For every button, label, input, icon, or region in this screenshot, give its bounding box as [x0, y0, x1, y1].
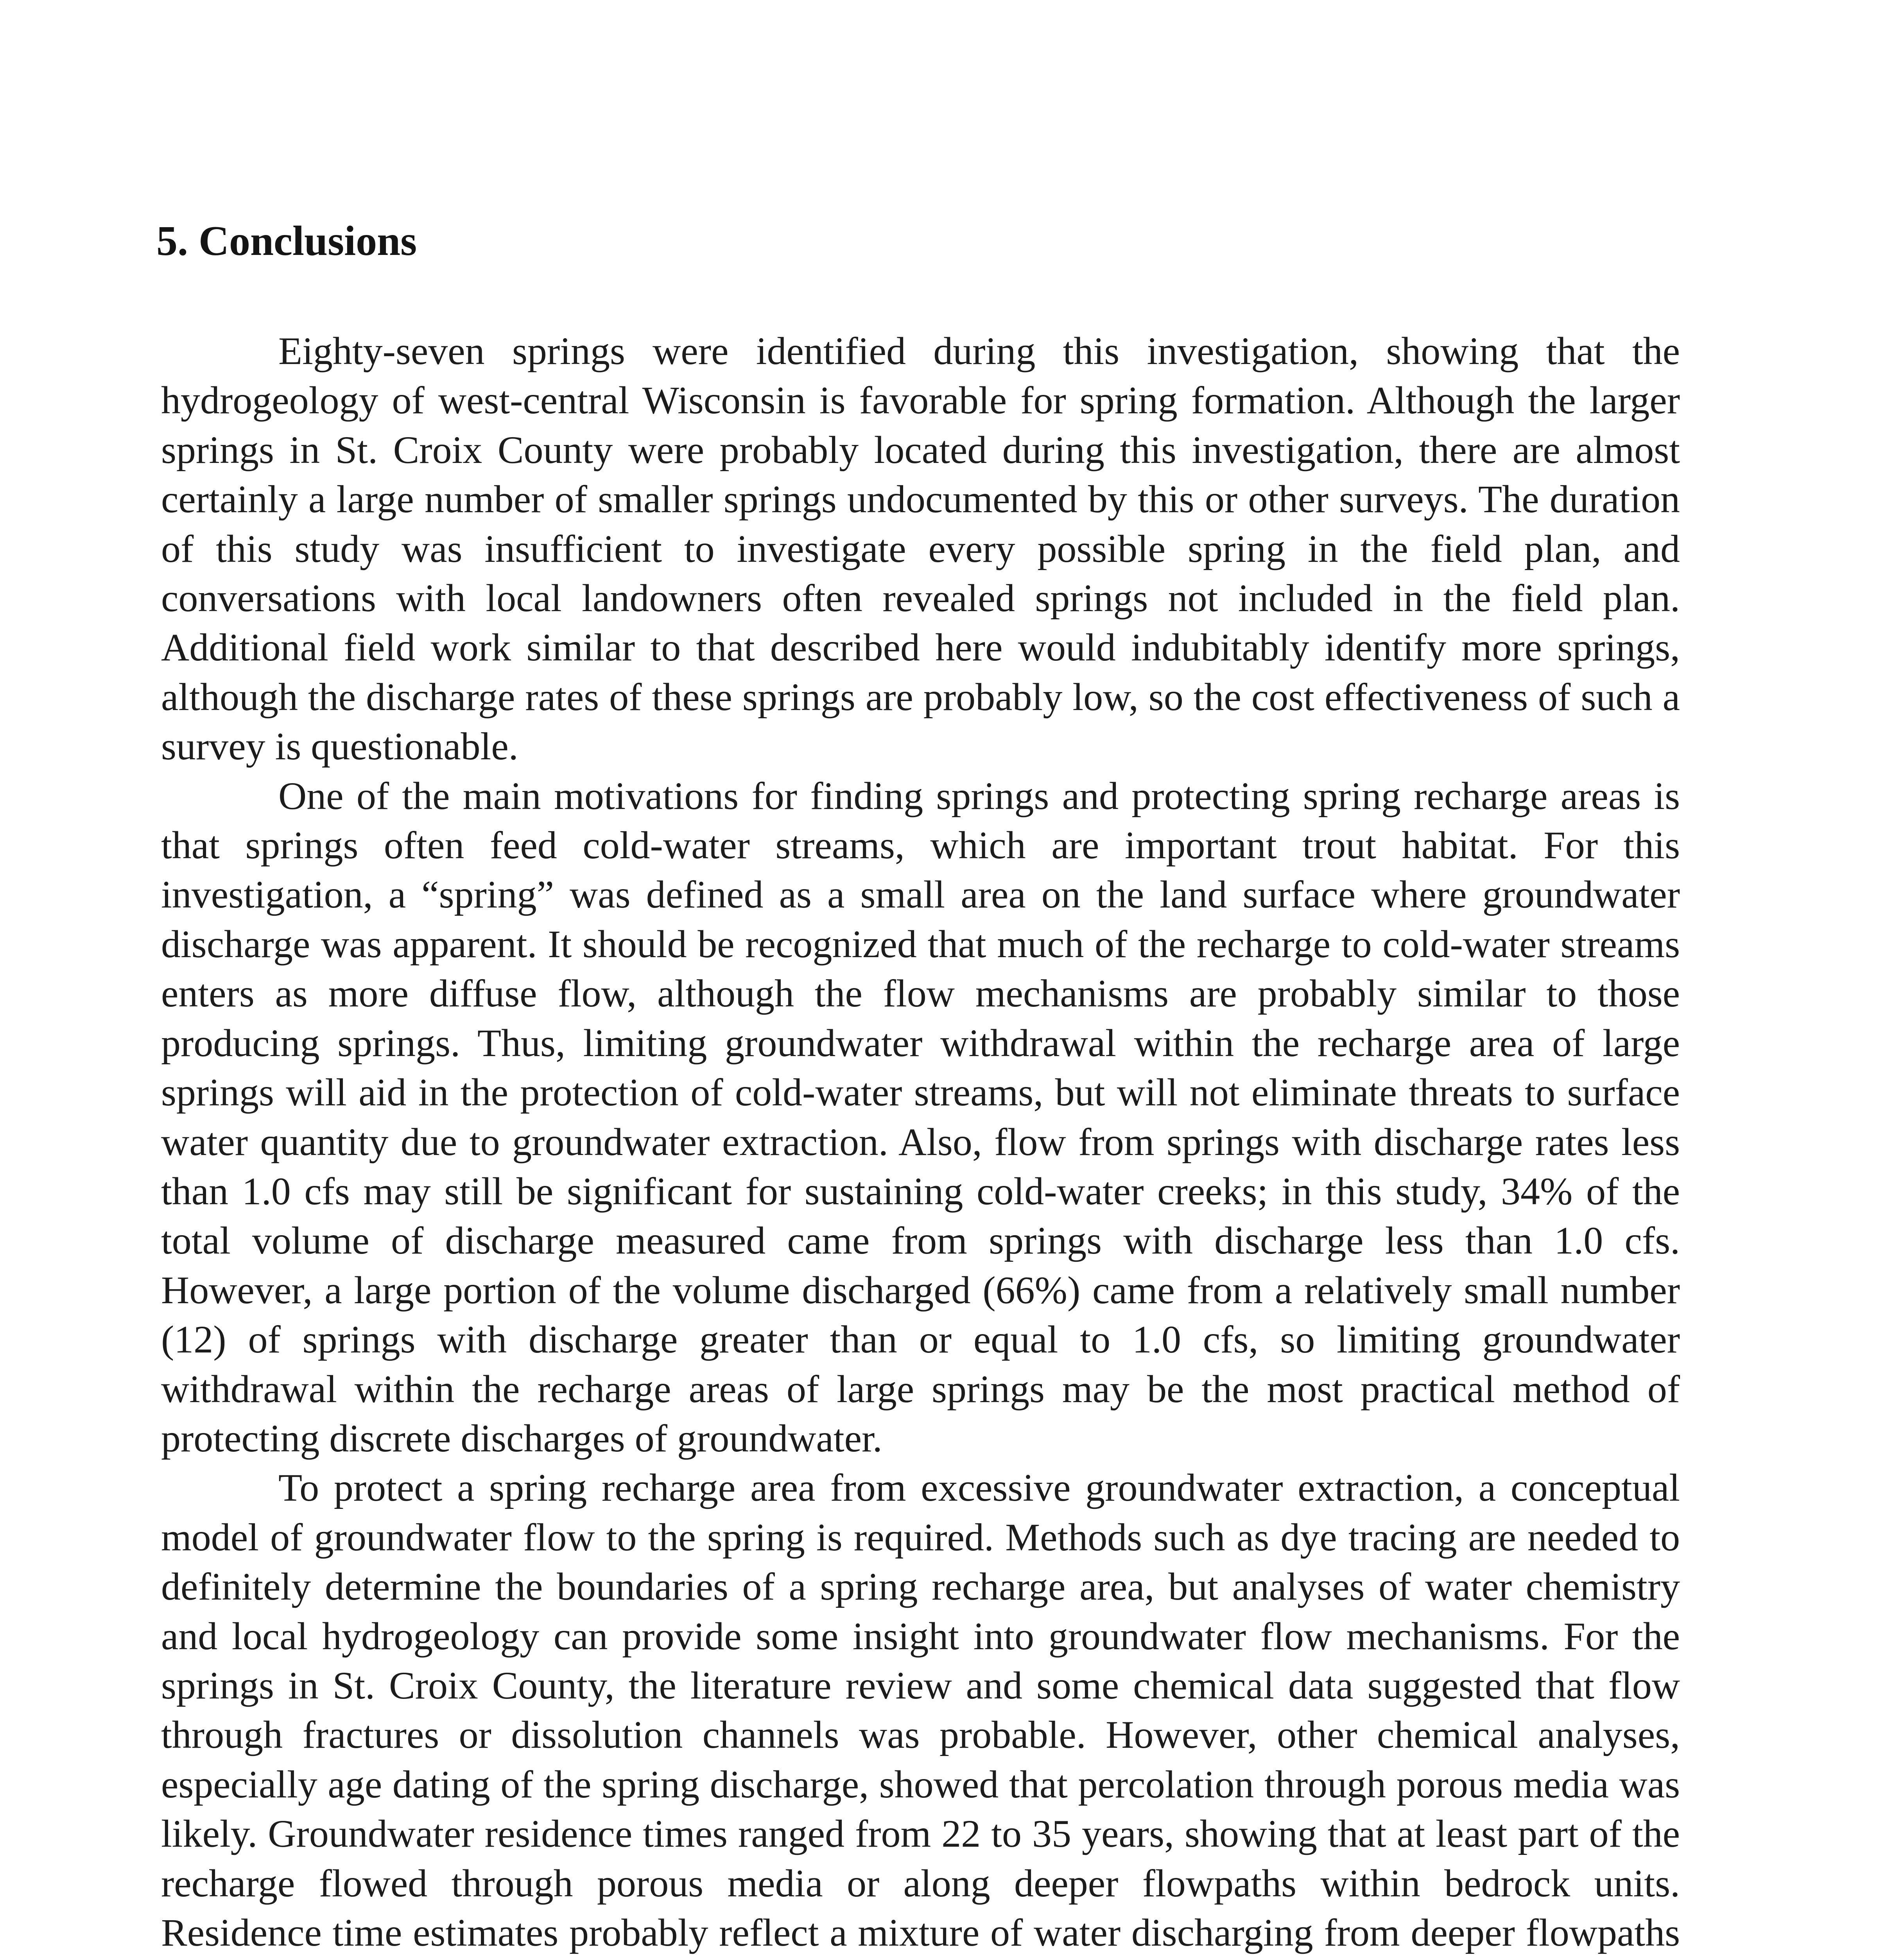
body-text — [161, 326, 1680, 1955]
paragraph-cold-water-streams: One of the main motivations for finding springs and protecting spring recharge areas is that springs often feed cold-water streams, which are important trout habitat. For this investigation, a “spring” was defined as a small area on the land surface where groundwater discharge was apparent. It should be recognized that much of the recharge to cold-water streams enters as more diffuse flow, although the flow mechanisms are probably similar to those producing springs. Thus, limiting groundwater withdrawal within the recharge area of large springs will aid in the protection of cold-water streams, but will not eliminate threats to surface water quantity due to groundwater extraction. Also, flow from springs with discharge rates less than 1.0 cfs may still be significant for sustaining cold-water creeks; in this study, 34% of the total volume of discharge measured came from springs with discharge less than 1.0 cfs. However, a large portion of the volume discharged (66%) came from a relatively small number (12) of springs with discharge greater than or equal to 1.0 cfs, so limiting groundwater withdrawal within the recharge areas of large springs may be the most practical method of protecting discrete discharges of groundwater. — [161, 774, 1680, 1460]
section-heading: 5. Conclusions — [156, 218, 417, 264]
paragraph-spring-survey: Eighty-seven springs were identified during this investigation, showing that the hydrogeology of west-central Wisconsin is favorable for spring formation. Although the larger springs in St. Croix County were probably located during this investigation, there are almost certainly a large number of smaller springs undocumented by this or other surveys. The duration of this study was insufficient to investigate every possible spring in the field plan, and conversations with local landowners often revealed springs not included in the field plan. Additional field work similar to that described here would indubitably identify more springs, although the discharge rates of these springs are probably low, so the cost effectiveness of such a survey is questionable. — [161, 329, 1680, 768]
paragraph-recharge-protection: To protect a spring recharge area from excessive groundwater extraction, a conceptual model of groundwater flow to the spring is required. Methods such as dye tracing are needed to definitely determine the boundaries of a spring recharge area, but analyses of water chemistry and local hydrogeology can provide some insight into groundwater flow mechanisms. For the springs in St. Croix County, the literature review and some chemical data suggested that flow through fractures or dissolution channels was probable. However, other chemical analyses, especially age dating of the spring discharge, showed that percolation through porous media was likely. Groundwater residence times ranged from 22 to 35 years, showing that at least part of the recharge flowed through porous media or along deeper flowpaths within bedrock units. Residence time estimates probably reflect a mixture of water discharging from deeper flowpaths — [161, 1466, 1680, 1954]
